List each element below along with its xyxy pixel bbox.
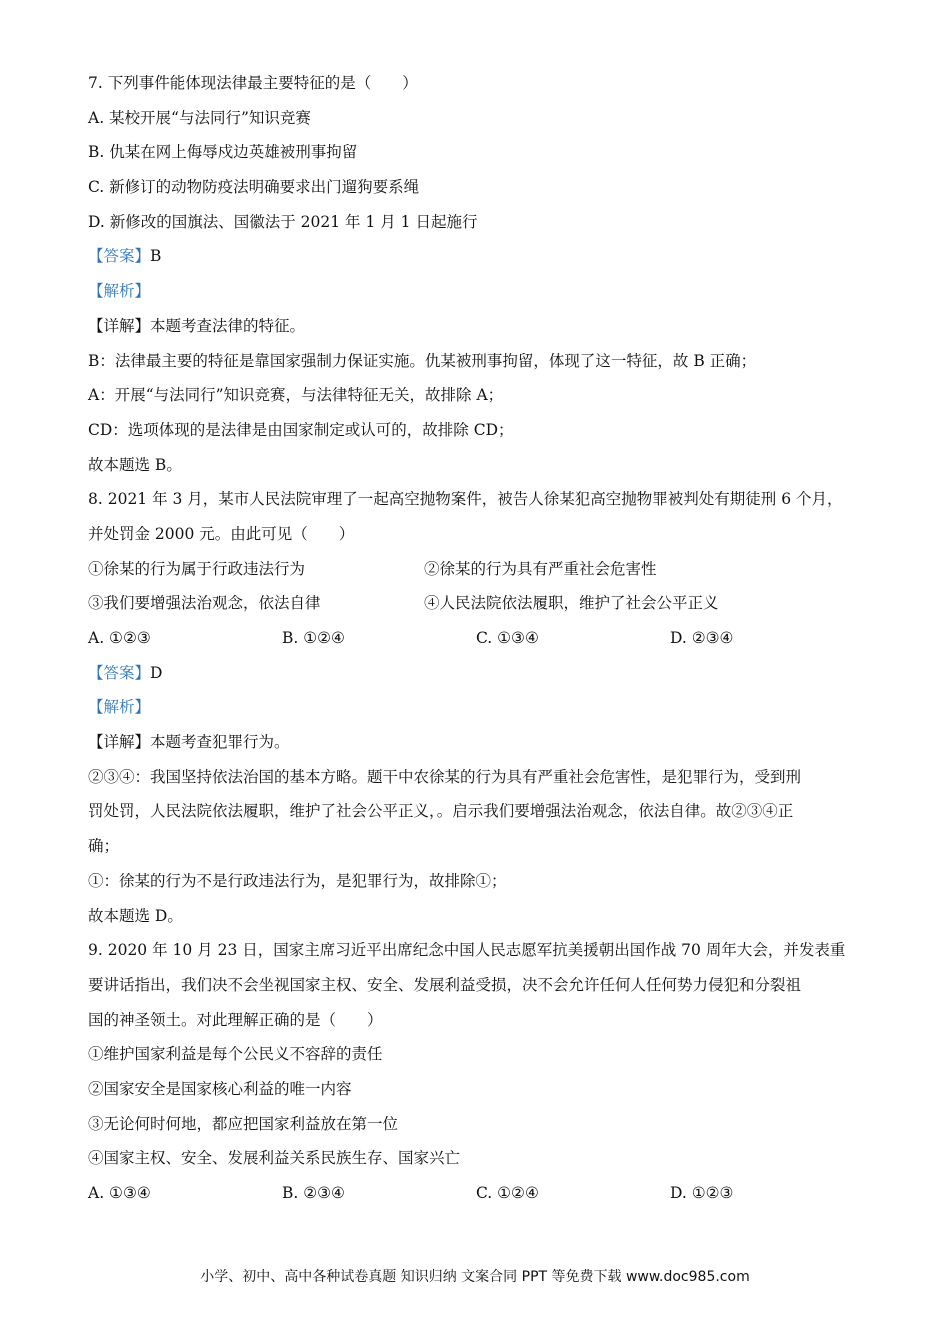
q7-explain-line: 故本题选 B。 — [88, 455, 182, 474]
q8-explain-line: ①：徐某的行为不是行政违法行为，是犯罪行为，故排除①； — [88, 871, 507, 890]
q7-option-b: B. 仇某在网上侮辱戍边英雄被刑事拘留 — [88, 143, 358, 162]
q8-explain-line: 罚处罚，人民法院依法履职，维护了社会公平正义，。启示我们要增强法治观念，依法自律。故②③④正 — [88, 802, 794, 821]
q8-choice-b: B. ①②④ — [282, 629, 345, 647]
q7-explain-line: CD：选项体现的是法律是由国家制定或认可的，故排除 CD； — [88, 420, 514, 439]
q8-statement: ②徐某的行为具有严重社会危害性 — [424, 559, 657, 578]
q9-stem-line: 9. 2020 年 10 月 23 日，国家主席习近平出席纪念中国人民志愿军抗美援朝出国作战 70 周年大会，并发表重 — [88, 941, 846, 960]
q8-stem-line: 8. 2021 年 3 月，某市人民法院审理了一起高空抛物案件，被告人徐某犯高空抛物罪被判处有期徒刑 6 个月， — [88, 490, 843, 509]
q7-answer — [88, 239, 878, 274]
q7-option-c: C. 新修订的动物防疫法明确要求出门遛狗要系绳 — [88, 178, 420, 197]
q7-analysis-heading — [88, 274, 878, 309]
q8-choice-c: C. ①③④ — [476, 629, 539, 647]
q9-statement: ①维护国家利益是每个公民义不容辞的责任 — [88, 1045, 383, 1064]
q8-analysis-heading — [88, 690, 878, 725]
q8-explain-line: 确； — [88, 837, 120, 856]
q8-choice-d: D. ②③④ — [670, 629, 734, 647]
answer-value: B — [150, 247, 162, 266]
q8-statement: ④人民法院依法履职，维护了社会公平正义 — [424, 594, 719, 613]
q7-stem: 7. 下列事件能体现法律最主要特征的是（ ） — [88, 74, 418, 92]
q9-statement: ②国家安全是国家核心利益的唯一内容 — [88, 1079, 352, 1098]
q7-explain-line: B：法律最主要的特征是靠国家强制力保证实施。仇某被刑事拘留，体现了这一特征，故 B 正确； — [88, 351, 757, 370]
q8-statement: ③我们要增强法治观念，依法自律 — [88, 594, 321, 613]
answer-value: D — [150, 663, 163, 682]
q7-option-d: D. 新修改的国旗法、国徽法于 2021 年 1 月 1 日起施行 — [88, 212, 478, 231]
q8-choices — [88, 621, 878, 656]
q8-stem-line: 并处罚金 2000 元。由此可见（ ） — [88, 524, 355, 543]
q8-statements-row — [88, 586, 878, 621]
q9-choice-d: D. ①②③ — [670, 1184, 734, 1202]
q9-statement: ③无论何时何地，都应把国家利益放在第一位 — [88, 1114, 399, 1133]
q9-choice-b: B. ②③④ — [282, 1184, 345, 1202]
analysis-tag: 【解析】 — [88, 698, 151, 717]
q8-choice-a: A. ①②③ — [88, 629, 151, 647]
q8-explain-line: 【详解】本题考查犯罪行为。 — [88, 733, 290, 752]
answer-tag: 【答案】 — [88, 663, 151, 682]
analysis-tag: 【解析】 — [88, 282, 151, 301]
q7-option-a: A. 某校开展“与法同行”知识竞赛 — [88, 108, 311, 127]
q9-stem-line: 国的神圣领土。对此理解正确的是（ ） — [88, 1010, 383, 1029]
q7-explain-line: A：开展“与法同行”知识竞赛，与法律特征无关，故排除 A； — [88, 386, 504, 405]
q8-answer — [88, 656, 878, 691]
q9-stem-line: 要讲话指出，我们决不会坐视国家主权、安全、发展利益受损，决不会允许任何人任何势力侵犯和分裂祖 — [88, 975, 802, 994]
q7-explain-line: 【详解】本题考查法律的特征。 — [88, 316, 306, 335]
q8-statements-row — [88, 552, 878, 587]
page-footer: 小学、初中、高中各种试卷真题 知识归纳 文案合同 PPT 等免费下载 www.doc985.com — [200, 1269, 750, 1285]
q8-statement: ①徐某的行为属于行政违法行为 — [88, 559, 306, 578]
q8-explain-line: ②③④：我国坚持依法治国的基本方略。题干中农徐某的行为具有严重社会危害性，是犯罪行为，受到刑 — [88, 767, 802, 786]
q9-choice-c: C. ①②④ — [476, 1184, 539, 1202]
q9-statement: ④国家主权、安全、发展利益关系民族生存、国家兴亡 — [88, 1149, 461, 1168]
q9-choice-a: A. ①③④ — [88, 1184, 151, 1202]
q9-choices — [88, 1176, 878, 1211]
question-page — [88, 66, 878, 1211]
answer-tag: 【答案】 — [88, 247, 151, 266]
q8-explain-line: 故本题选 D。 — [88, 906, 183, 925]
